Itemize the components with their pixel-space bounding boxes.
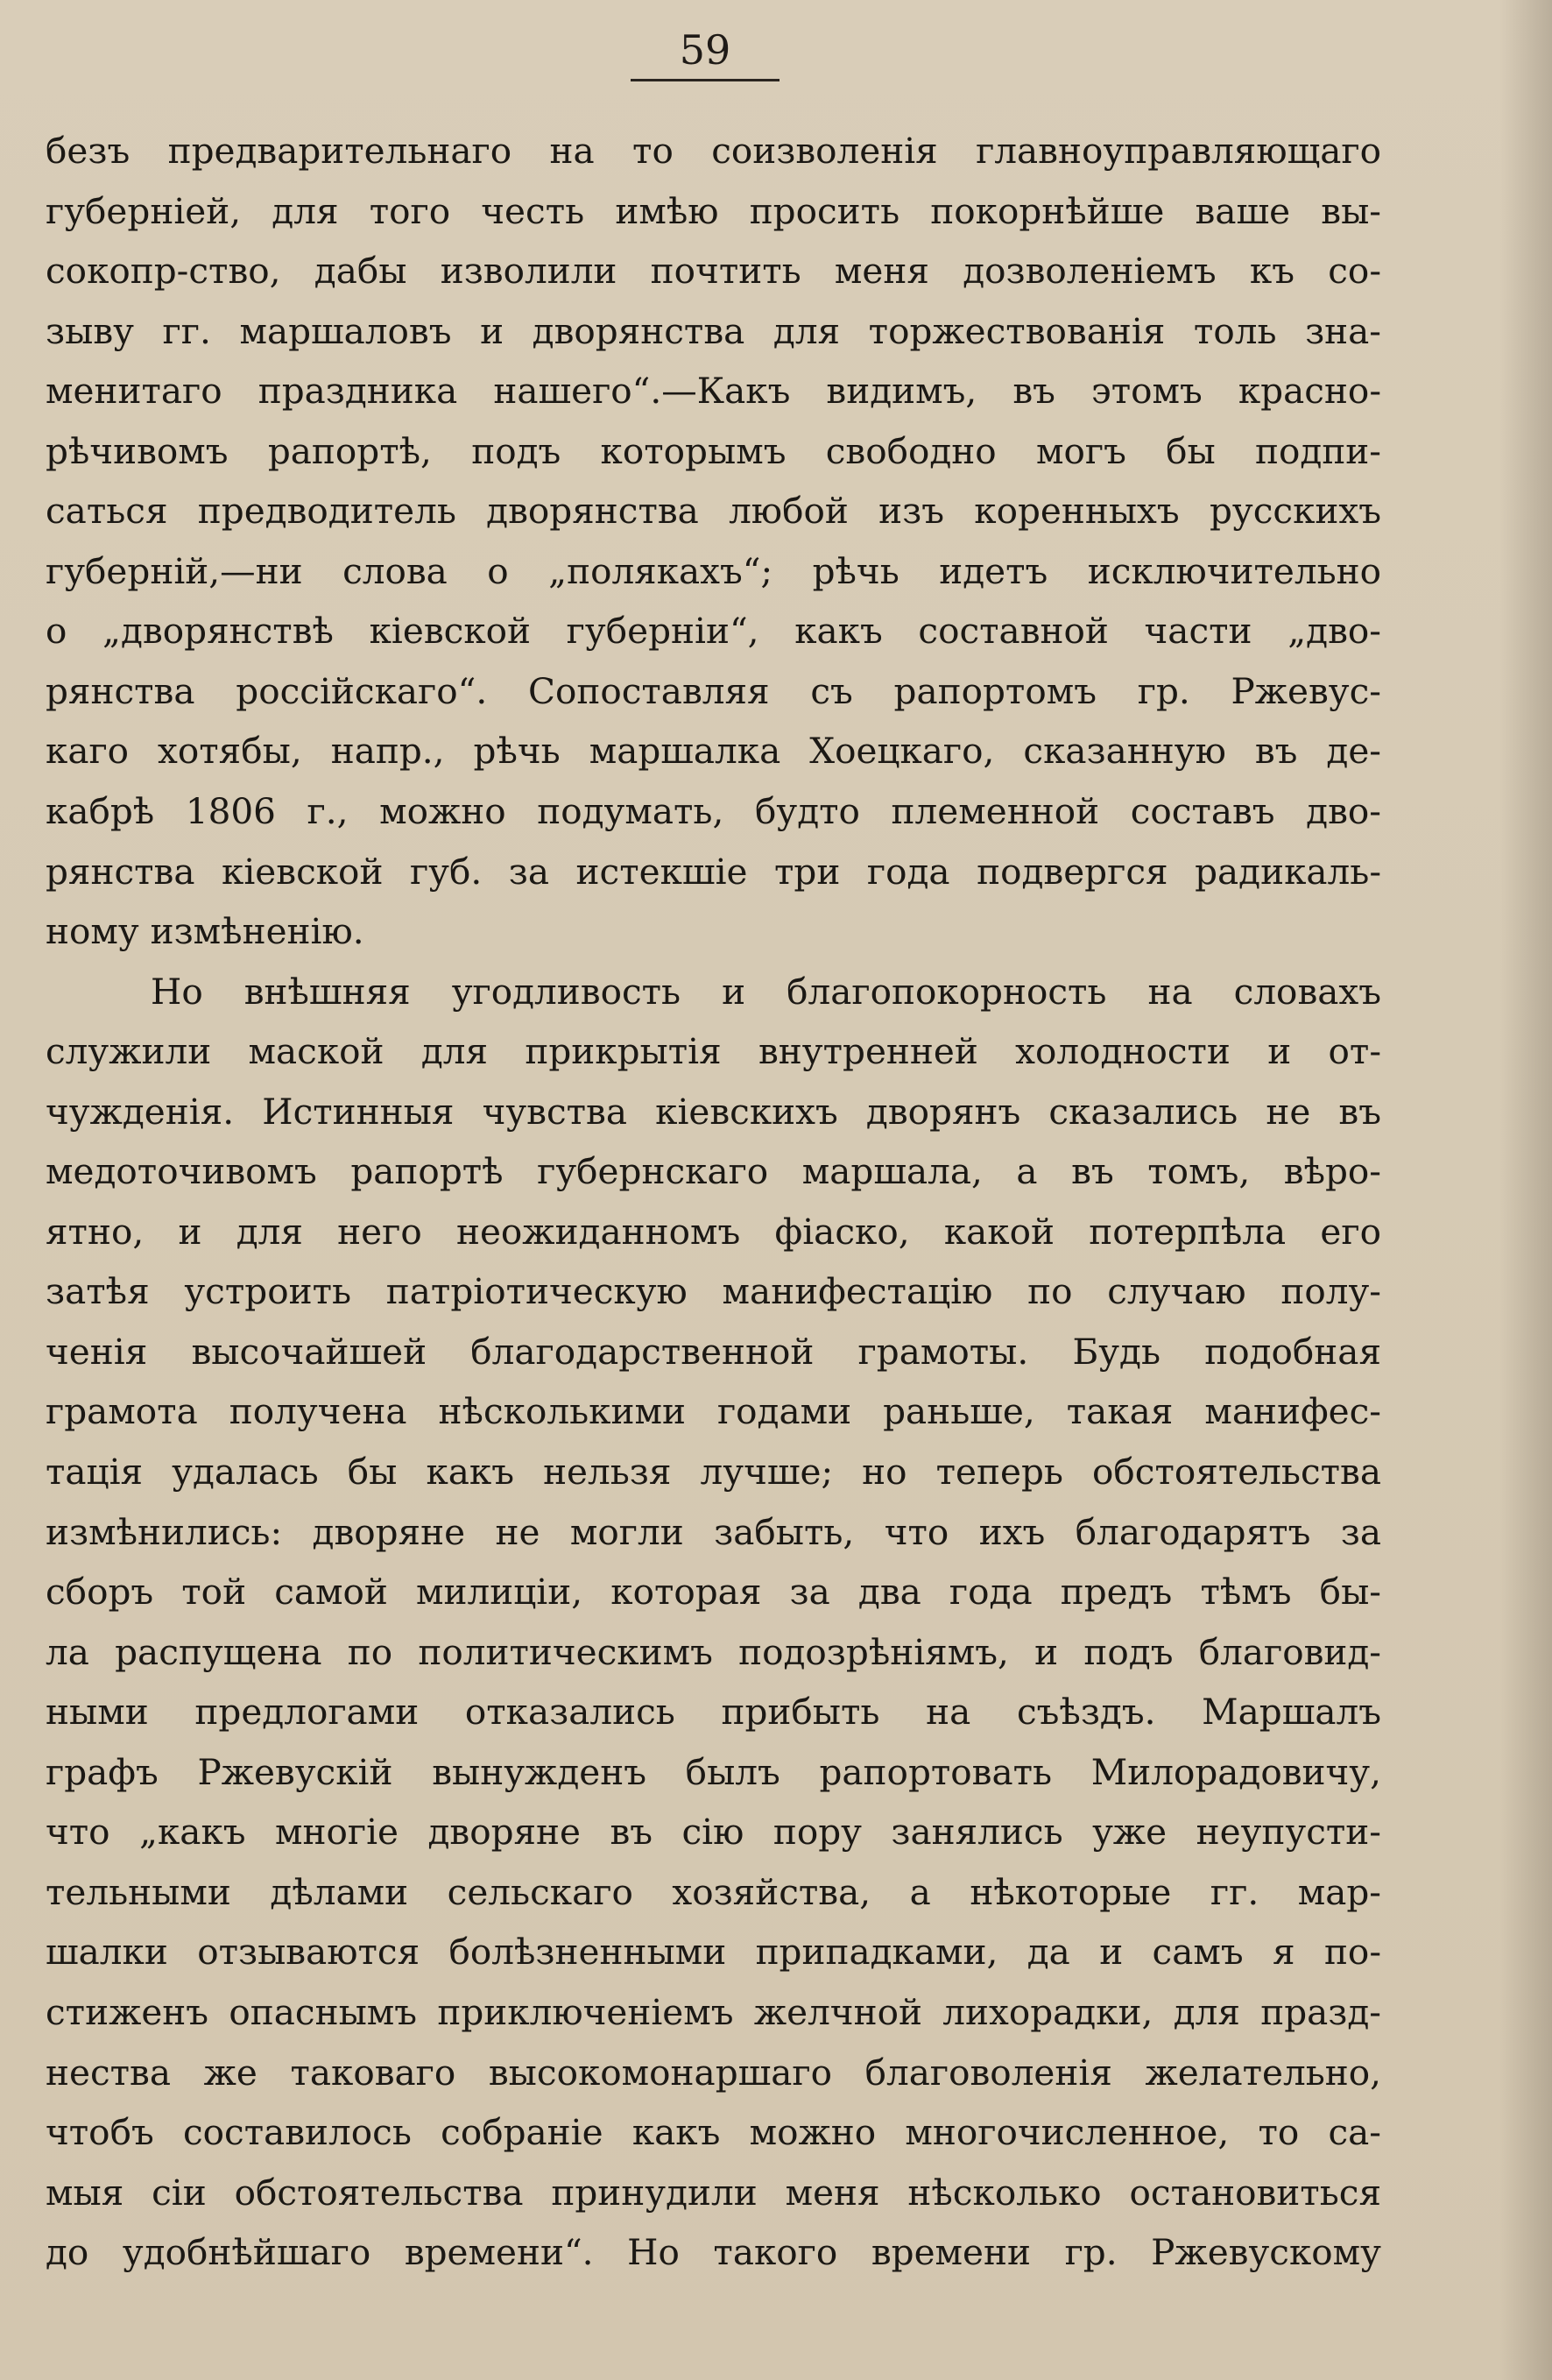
- text-line: ченія высочайшей благодарственной грамоты. Будь подобная: [46, 1330, 1381, 1373]
- text-line: менитаго праздника нашего“.—Какъ видимъ, въ этомъ красно-: [46, 370, 1381, 413]
- text-line: сборъ той самой милиціи, которая за два года предъ тѣмъ бы-: [46, 1571, 1381, 1614]
- text-line: служили маской для прикрытія внутренней холодности и от-: [46, 1030, 1381, 1073]
- text-line: нества же таковаго высокомонаршаго благоволенія желательно,: [46, 2051, 1381, 2094]
- text-line: ными предлогами отказались прибыть на съѣздъ. Маршалъ: [46, 1691, 1381, 1734]
- text-line: губерніей, для того честь имѣю просить покорнѣйше ваше вы-: [46, 189, 1381, 232]
- text-line: зыву гг. маршаловъ и дворянства для торжествованія толь зна-: [46, 309, 1381, 352]
- text-line: губерній,—ни слова о „полякахъ“; рѣчь идетъ исключительно: [46, 549, 1381, 592]
- text-line: грамота получена нѣсколькими годами раньше, такая манифес-: [46, 1390, 1381, 1433]
- text-line: до удобнѣйшаго времени“. Но такого времени гр. Ржевускому: [46, 2231, 1381, 2274]
- body-text: [46, 121, 1381, 2283]
- text-line: рѣчивомъ рапортѣ, подъ которымъ свободно могъ бы подпи-: [46, 429, 1381, 472]
- text-line: тація удалась бы какъ нельзя лучше; но теперь обстоятельства: [46, 1451, 1381, 1494]
- text-line: тельными дѣлами сельскаго хозяйства, а нѣкоторые гг. мар-: [46, 1870, 1381, 1913]
- text-line: ятно, и для него неожиданномъ фіаско, какой потерпѣла его: [46, 1210, 1381, 1253]
- text-line: рянства россійскаго“. Сопоставляя съ рапортомъ гр. Ржевус-: [46, 669, 1381, 712]
- text-line: кабрѣ 1806 г., можно подумать, будто племенной составъ дво-: [46, 790, 1381, 833]
- text-line: шалки отзываются болѣзненными припадками, да и самъ я по-: [46, 1931, 1381, 1974]
- text-line: затѣя устроить патріотическую манифестацію по случаю полу-: [46, 1270, 1381, 1313]
- text-line: измѣнились: дворяне не могли забыть, что ихъ благодарятъ за: [46, 1510, 1381, 1553]
- text-line: чужденія. Истинныя чувства кіевскихъ дворянъ сказались не въ: [46, 1090, 1381, 1133]
- text-line: каго хотябы, напр., рѣчь маршалка Хоецкаго, сказанную въ де-: [46, 730, 1381, 773]
- paragraph-start-line: Но внѣшняя угодливость и благопокорность на словахъ: [151, 970, 1381, 1013]
- text-line: о „дворянствѣ кіевской губерніи“, какъ составной части „дво-: [46, 610, 1381, 653]
- text-line: безъ предварительнаго на то соизволенія главноуправляющаго: [46, 130, 1381, 172]
- paragraph-end-line: ному измѣненію.: [46, 910, 364, 953]
- text-line: ла распущена по политическимъ подозрѣніямъ, и подъ благовид-: [46, 1630, 1381, 1673]
- text-line: саться предводитель дворянства любой изъ коренныхъ русскихъ: [46, 490, 1381, 533]
- text-line: что „какъ многіе дворяне въ сію пору занялись уже неупусти-: [46, 1811, 1381, 1854]
- text-line: сокопр-ство, дабы изволили почтить меня дозволеніемъ къ со-: [46, 250, 1381, 293]
- text-line: стиженъ опаснымъ приключеніемъ желчной лихорадки, для празд-: [46, 1990, 1381, 2033]
- text-line: мыя сіи обстоятельства принудили меня нѣсколько остановиться: [46, 2171, 1381, 2214]
- text-line: рянства кіевской губ. за истекшіе три года подвергся радикаль-: [46, 850, 1381, 893]
- text-line: медоточивомъ рапортѣ губернскаго маршала, а въ томъ, вѣро-: [46, 1150, 1381, 1193]
- text-line: чтобъ составилось собраніе какъ можно многочисленное, то са-: [46, 2111, 1381, 2154]
- page-number: 59: [631, 26, 780, 81]
- text-line: графъ Ржевускій вынужденъ былъ рапортовать Милорадовичу,: [46, 1750, 1381, 1793]
